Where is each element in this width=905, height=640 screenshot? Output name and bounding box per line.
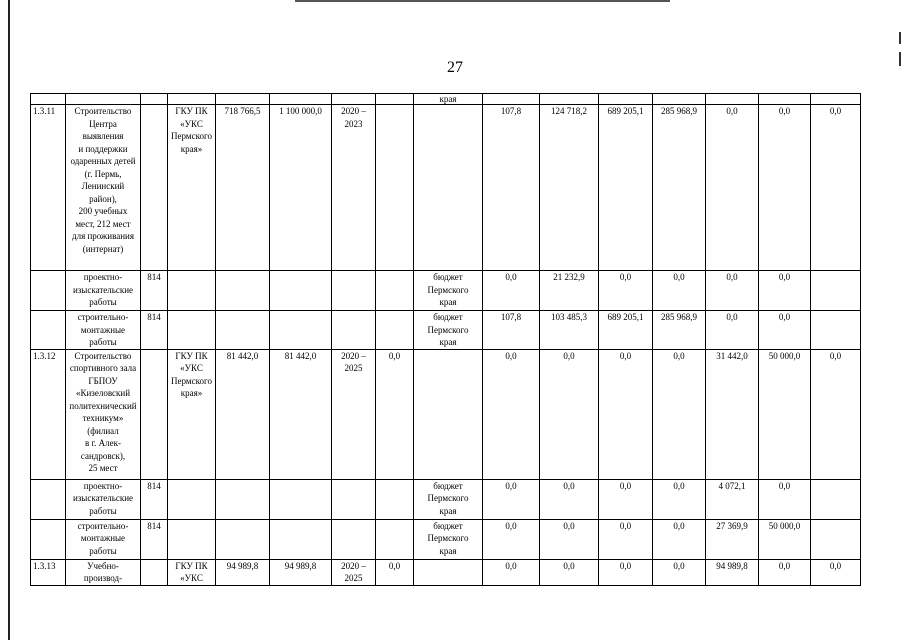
cell-line: края — [439, 337, 457, 347]
cell-line: спортивного зала — [69, 363, 137, 373]
prior-funding-cell — [376, 479, 414, 519]
estimated-cost-cell: 81 442,0 — [216, 349, 270, 479]
cell-line: Пермского — [427, 324, 469, 335]
cell-line: изыскательские — [72, 284, 134, 295]
estimated-cost-cell: 718 766,5 — [216, 105, 270, 271]
page-number: 27 — [447, 59, 463, 76]
value-cell-2: 103 485,3 — [540, 311, 599, 350]
value-cell-5: 0,0 — [706, 311, 759, 350]
cell-line: 25 мест — [88, 463, 118, 473]
value-cell-3: 0,0 — [599, 559, 653, 585]
cell-line: бюджет — [433, 520, 463, 531]
value-cell-6: 0,0 — [759, 479, 811, 519]
value-cell-7 — [811, 519, 861, 559]
cell-line: техникум» — [82, 413, 124, 423]
cell-line: Пермского — [427, 284, 469, 295]
cell-line: Учебно- — [87, 560, 119, 571]
value-cell-6: 0,0 — [759, 105, 811, 271]
cell-line: производ- — [83, 573, 123, 583]
cell-line: Центра — [89, 118, 117, 129]
cell-line: ГКУ ПК — [175, 350, 208, 361]
value-cell-4: 0,0 — [653, 271, 706, 311]
period-cell — [332, 311, 376, 350]
cell-line: работы — [89, 505, 117, 516]
cell-line: строительно- — [77, 520, 129, 531]
value-cell-3: 0,0 — [599, 519, 653, 559]
cell-line: проектно- — [83, 480, 123, 491]
cell-line: монтажные — [80, 533, 126, 543]
value-cell-2: 0,0 — [540, 559, 599, 585]
object-name-cell — [66, 105, 141, 271]
row-id-cell: 1.3.12 — [31, 349, 66, 479]
cell-line: изыскательские — [72, 493, 134, 503]
cost-cell: 94 989,8 — [270, 559, 332, 585]
funding-source-cell — [414, 105, 483, 271]
cell-line: «УКС — [180, 118, 203, 129]
scan-top-edge — [295, 0, 670, 2]
value-cell-3: 0,0 — [599, 271, 653, 311]
value-cell-5: 27 369,9 — [706, 519, 759, 559]
scan-left-edge — [8, 0, 10, 640]
period-cell — [332, 479, 376, 519]
value-cell-6: 0,0 — [759, 559, 811, 585]
customer-cell — [168, 271, 216, 311]
funding-source-cell — [414, 271, 483, 311]
code-cell: 814 — [141, 519, 168, 559]
prior-funding-cell — [376, 519, 414, 559]
value-cell-2: 0,0 — [540, 479, 599, 519]
code-cell — [141, 559, 168, 585]
cell-line: ГБПОУ — [88, 375, 118, 386]
cell-line: строительно- — [77, 312, 129, 322]
funding-source-cell — [414, 311, 483, 350]
cell-line: 200 учебных — [78, 206, 128, 216]
value-cell-5: 4 072,1 — [706, 479, 759, 519]
row-id-cell — [31, 479, 66, 519]
cell-line: «Кизеловский — [75, 388, 131, 398]
prior-funding-cell — [376, 105, 414, 271]
object-name-cell — [66, 349, 141, 479]
value-cell-1: 0,0 — [483, 559, 540, 585]
cell-line: сандровск), — [80, 450, 126, 461]
prior-funding-cell — [376, 271, 414, 311]
cell-line: Ленинский — [81, 181, 125, 191]
cell-line: и поддержки — [78, 143, 128, 154]
estimated-cost-cell — [216, 311, 270, 350]
estimated-cost-cell — [216, 519, 270, 559]
cost-cell — [270, 311, 332, 350]
value-cell-7 — [811, 479, 861, 519]
period-cell — [332, 559, 376, 585]
cost-cell: 1 100 000,0 — [270, 105, 332, 271]
cell-line: бюджет — [433, 312, 463, 322]
period-cell — [332, 105, 376, 271]
object-name-cell — [66, 559, 141, 585]
row-id-cell: 1.3.13 — [31, 559, 66, 585]
cost-cell — [270, 519, 332, 559]
code-cell: 814 — [141, 271, 168, 311]
period-cell — [332, 519, 376, 559]
value-cell-3: 0,0 — [599, 479, 653, 519]
code-cell: 814 — [141, 479, 168, 519]
value-cell-3: 689 205,1 — [599, 105, 653, 271]
cell-line: одаренных детей — [70, 156, 136, 166]
cell-line: края — [439, 505, 457, 516]
cell-line: проектно- — [83, 272, 123, 282]
customer-cell — [168, 559, 216, 585]
value-cell-2: 0,0 — [540, 349, 599, 479]
value-cell-4: 0,0 — [653, 349, 706, 479]
cell-line: Пермского — [171, 375, 212, 386]
value-cell-2: 124 718,2 — [540, 105, 599, 271]
value-cell-4: 0,0 — [653, 559, 706, 585]
value-cell-1: 0,0 — [483, 519, 540, 559]
code-cell: 814 — [141, 311, 168, 350]
cell-line: работы — [89, 297, 117, 307]
value-cell-7: 0,0 — [811, 105, 861, 271]
table-row — [31, 479, 861, 519]
customer-cell — [168, 311, 216, 350]
object-name-cell — [66, 311, 141, 350]
prior-funding-cell: 0,0 — [376, 559, 414, 585]
cost-cell — [270, 479, 332, 519]
object-name-cell — [66, 479, 141, 519]
prior-funding-cell — [376, 311, 414, 350]
estimated-cost-cell — [216, 271, 270, 311]
period-cell — [332, 349, 376, 479]
table-row — [31, 519, 861, 559]
cost-cell: 81 442,0 — [270, 349, 332, 479]
cell-line: 2020 – — [341, 106, 366, 116]
cell-line: (интернат) — [82, 243, 124, 254]
source-cell: края — [414, 94, 483, 105]
cell-line: Пермского — [427, 533, 469, 543]
customer-cell — [168, 349, 216, 479]
cell-line: Пермского — [171, 131, 212, 141]
value-cell-6: 50 000,0 — [759, 519, 811, 559]
customer-cell — [168, 105, 216, 271]
funding-source-cell — [414, 479, 483, 519]
value-cell-7 — [811, 271, 861, 311]
cell-line: Строительство — [74, 106, 132, 116]
prior-funding-cell: 0,0 — [376, 349, 414, 479]
table-row — [31, 311, 861, 350]
cell-line: Строительство — [74, 350, 132, 361]
row-id-cell — [31, 271, 66, 311]
value-cell-6: 50 000,0 — [759, 349, 811, 479]
cell-line: ГКУ ПК — [175, 106, 208, 116]
cell-line: бюджет — [433, 272, 463, 282]
value-cell-1: 107,8 — [483, 311, 540, 350]
value-cell-1: 0,0 — [483, 349, 540, 479]
cell-line: (филиал — [87, 425, 119, 436]
cell-line: мест, 212 мест — [75, 218, 131, 229]
cell-line: в г. Алек- — [84, 438, 122, 448]
cell-line: края» — [180, 143, 203, 154]
code-cell — [141, 349, 168, 479]
cell-line: монтажные — [80, 324, 126, 335]
value-cell-6: 0,0 — [759, 311, 811, 350]
scan-right-mark — [899, 32, 901, 44]
row-id-cell: 1.3.11 — [31, 105, 66, 271]
cell-line: бюджет — [433, 480, 463, 491]
table-row — [31, 559, 861, 585]
estimated-cost-cell: 94 989,8 — [216, 559, 270, 585]
value-cell-7 — [811, 311, 861, 350]
program-table — [30, 93, 861, 586]
funding-source-cell — [414, 559, 483, 585]
cell-line: 2025 — [344, 363, 363, 373]
cell-line: 2020 – — [341, 350, 366, 361]
row-id-cell — [31, 519, 66, 559]
value-cell-3: 689 205,1 — [599, 311, 653, 350]
cell-line: работы — [89, 545, 117, 556]
value-cell-5: 94 989,8 — [706, 559, 759, 585]
cell-line: 2020 – — [341, 560, 366, 571]
cost-cell — [270, 271, 332, 311]
value-cell-2: 21 232,9 — [540, 271, 599, 311]
value-cell-4: 285 968,9 — [653, 105, 706, 271]
cell-line: 2025 — [344, 573, 363, 583]
value-cell-4: 0,0 — [653, 479, 706, 519]
cell-line: «УКС — [180, 573, 203, 583]
customer-cell — [168, 479, 216, 519]
table-row-continued — [31, 94, 861, 105]
value-cell-1: 0,0 — [483, 271, 540, 311]
cell-line: район), — [89, 193, 117, 204]
funding-source-cell — [414, 519, 483, 559]
value-cell-6: 0,0 — [759, 271, 811, 311]
cell-line: 2023 — [344, 118, 363, 129]
value-cell-5: 31 442,0 — [706, 349, 759, 479]
object-name-cell — [66, 519, 141, 559]
cell-line: для проживания — [72, 231, 134, 241]
value-cell-3: 0,0 — [599, 349, 653, 479]
row-id-cell — [31, 311, 66, 350]
value-cell-4: 285 968,9 — [653, 311, 706, 350]
code-cell — [141, 105, 168, 271]
value-cell-5: 0,0 — [706, 271, 759, 311]
cell-line: политехнический — [69, 400, 137, 411]
cell-line: работы — [89, 337, 117, 347]
value-cell-2: 0,0 — [540, 519, 599, 559]
cell-line: края» — [180, 388, 203, 398]
cell-line: Пермского — [427, 493, 469, 503]
value-cell-1: 107,8 — [483, 105, 540, 271]
object-name-cell — [66, 271, 141, 311]
cell-line: ГКУ ПК — [175, 560, 208, 571]
table-row — [31, 105, 861, 271]
table-row — [31, 271, 861, 311]
value-cell-1: 0,0 — [483, 479, 540, 519]
scan-right-mark-2 — [899, 52, 901, 66]
value-cell-7: 0,0 — [811, 559, 861, 585]
estimated-cost-cell — [216, 479, 270, 519]
cell-line: края — [439, 545, 457, 556]
value-cell-5: 0,0 — [706, 105, 759, 271]
funding-source-cell — [414, 349, 483, 479]
cell-line: края — [439, 297, 457, 307]
value-cell-7: 0,0 — [811, 349, 861, 479]
value-cell-4: 0,0 — [653, 519, 706, 559]
cell-line: (г. Пермь, — [84, 168, 122, 179]
customer-cell — [168, 519, 216, 559]
period-cell — [332, 271, 376, 311]
table-row — [31, 349, 861, 479]
cell-line: «УКС — [180, 363, 203, 373]
cell-line: выявления — [82, 131, 124, 141]
